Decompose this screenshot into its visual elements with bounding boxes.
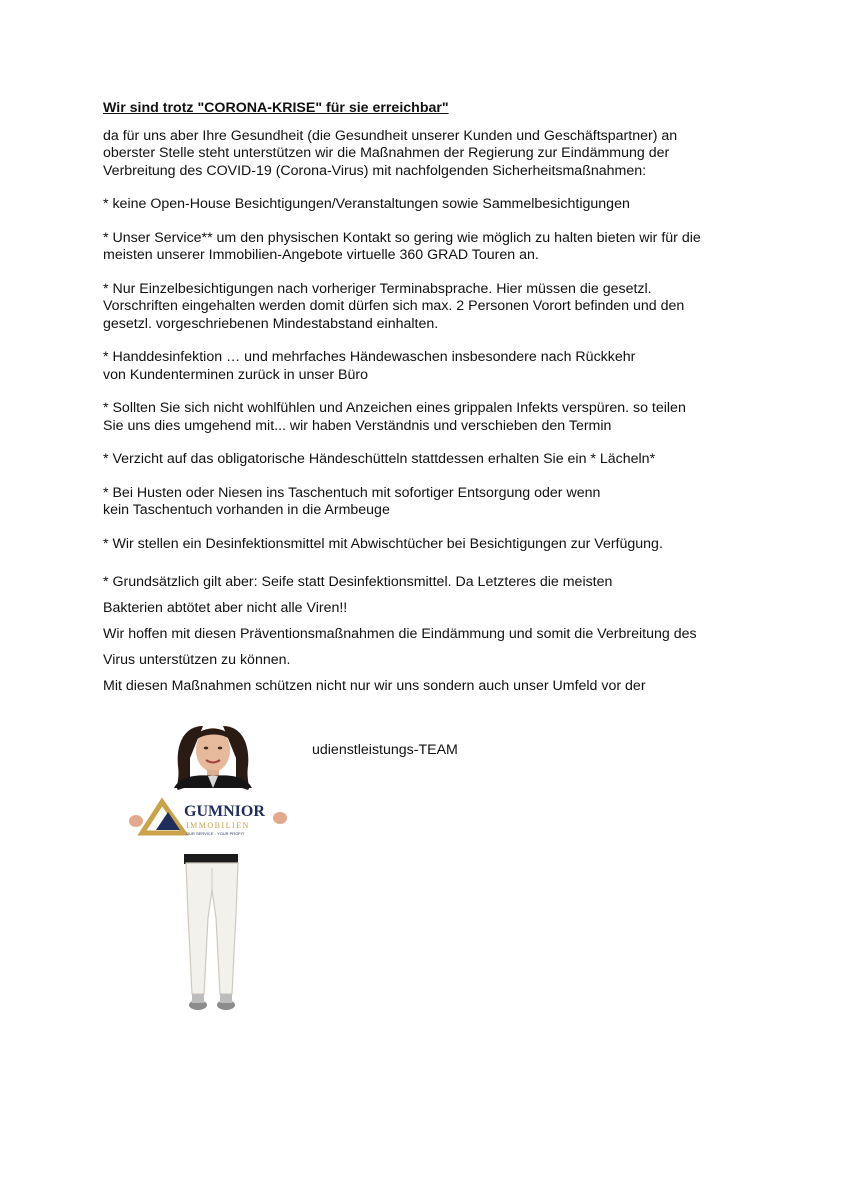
closing-line: Mit diesen Maßnahmen schützen nicht nur wir uns sondern auch unser Umfeld vor der [103,678,646,694]
point-paragraph [103,281,763,334]
team-signature: udienstleistungs-TEAM [312,742,458,758]
point-line: Vorschriften eingehalten werden domit dürfen sich max. 2 Personen Vorort befinden und den [103,298,685,314]
point-line: Sie uns dies umgehend mit... wir haben Verständnis und verschieben den Termin [103,417,612,434]
point-line: * Bei Husten oder Niesen ins Taschentuch mit sofortiger Entsorgung oder wenn [103,484,601,501]
point-line: * keine Open-House Besichtigungen/Veranstaltungen sowie Sammelbesichtigungen [103,196,630,212]
document-title: Wir sind trotz "CORONA-KRISE" für sie erreichbar" [103,100,449,116]
point-line: von Kundenterminen zurück in unser Büro [103,366,368,383]
point-line: * Handdesinfektion … und mehrfaches Händewaschen insbesondere nach Rückkehr [103,349,636,365]
point-paragraph [103,400,763,435]
document-body [103,100,763,699]
point-line: * Sollten Sie sich nicht wohlfühlen und Anzeichen eines grippalen Infekts verspüren. so teilen [103,400,686,416]
closing-paragraph [103,569,763,699]
logo-brand: GUMNIOR [184,803,265,820]
logo-tagline: OUR SERVICE - YOUR PROFIT [186,831,245,836]
closing-line: Bakterien abtötet aber nicht alle Viren!! [103,600,348,616]
point-paragraph [103,536,763,554]
company-logo [129,802,287,836]
intro-line: oberster Stelle steht unterstützen wir die Maßnahmen der Regierung zur Eindämmung der [103,145,670,161]
point-paragraph [103,451,763,469]
point-line: meisten unserer Immobilien-Angebote virtuelle 360 GRAD Touren an. [103,247,539,263]
point-line: kein Taschentuch vorhanden in die Armbeuge [103,502,390,518]
point-paragraph [103,196,763,214]
point-paragraph [103,485,763,520]
intro-line: da für uns aber Ihre Gesundheit (die Gesundheit unserer Kunden und Geschäftspartner) an [103,127,678,144]
point-line: * Verzicht auf das obligatorische Händeschütteln stattdessen erhalten Sie ein * Lächeln* [103,451,656,467]
woman-holding-logo-image [128,718,298,1018]
closing-line: Wir hoffen mit diesen Präventionsmaßnahmen die Eindämmung und somit die Verbreitung des [103,626,697,642]
point-line: * Unser Service** um den physischen Kontakt so gering wie möglich zu halten bieten wir für die [103,229,701,246]
closing-line: * Grundsätzlich gilt aber: Seife statt Desinfektionsmittel. Da Letzteres die meisten [103,574,613,590]
closing-line: Virus unterstützen zu können. [103,652,291,668]
intro-line: Verbreitung des COVID-19 (Corona-Virus) mit nachfolgenden Sicherheitsmaßnahmen: [103,162,647,179]
logo-sub: IMMOBILIEN [186,821,250,830]
point-paragraph [103,230,763,265]
mascot-figure [128,718,298,1018]
intro-paragraph [103,128,763,181]
point-paragraph [103,349,763,384]
point-line: * Wir stellen ein Desinfektionsmittel mit Abwischtücher bei Besichtigungen zur Verfügung. [103,535,663,552]
point-line: gesetzl. vorgeschriebenen Mindestabstand einhalten. [103,315,439,332]
point-line: * Nur Einzelbesichtigungen nach vorheriger Terminabsprache. Hier müssen die gesetzl. [103,280,652,297]
